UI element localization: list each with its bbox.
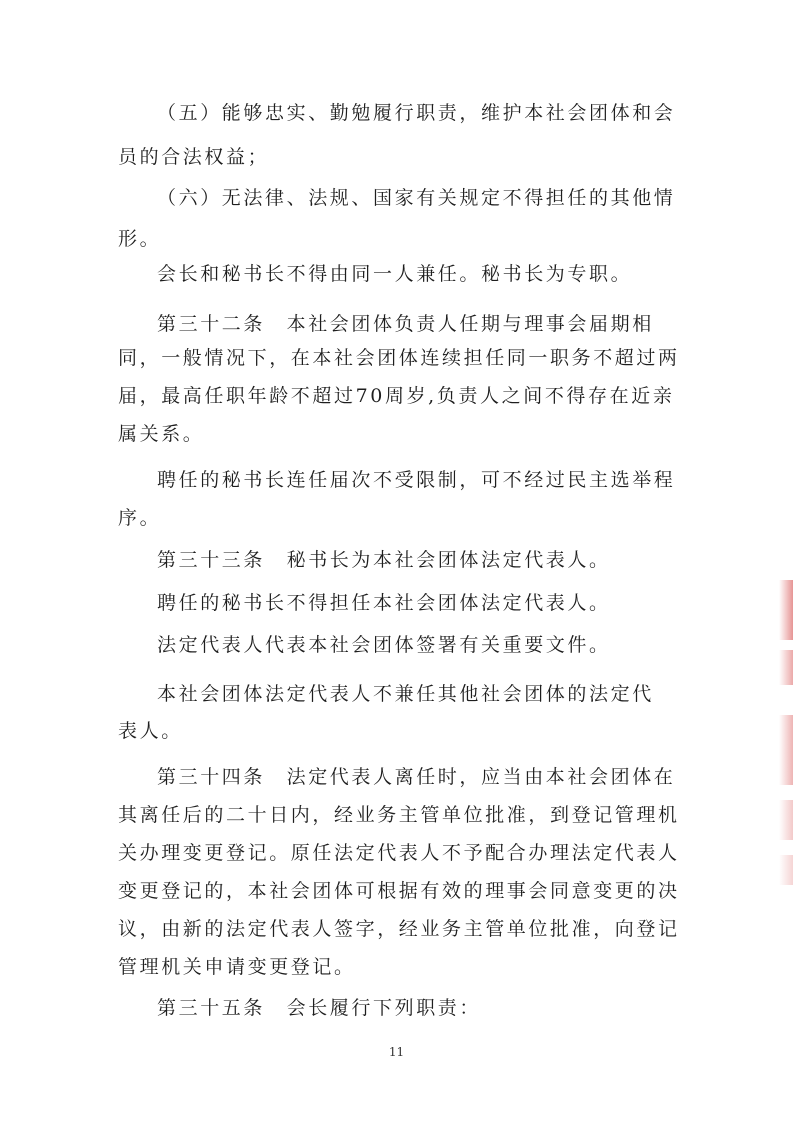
text-line: 聘任的秘书长不得担任本社会团体法定代表人。 xyxy=(157,592,611,614)
text-line: （五）能够忠实、勤勉履行职责，维护本社会团体和会 xyxy=(157,102,676,124)
text-line: 序。 xyxy=(118,507,162,529)
text-line: 管理机关申请变更登记。 xyxy=(118,956,356,978)
text-line: 议，由新的法定代表人签字，经业务主管单位批准，向登记 xyxy=(118,918,680,940)
text-line: （六）无法律、法规、国家有关规定不得担任的其他情 xyxy=(157,187,676,209)
article-heading-line: 第三十三条 秘书长为本社会团体法定代表人。 xyxy=(157,549,611,571)
article-heading-line: 第三十二条 本社会团体负责人任期与理事会届期相 xyxy=(157,313,654,335)
text-line: 聘任的秘书长连任届次不受限制，可不经过民主选举程 xyxy=(157,469,676,491)
text-line: 员的合法权益； xyxy=(118,146,270,168)
text-line: 法定代表人代表本社会团体签署有关重要文件。 xyxy=(157,634,611,656)
page-number: 11 xyxy=(388,1045,405,1059)
article-heading-line: 第三十四条 法定代表人离任时，应当由本社会团体在 xyxy=(157,766,676,788)
text-line: 会长和秘书长不得由同一人兼任。秘书长为专职。 xyxy=(157,263,633,285)
text-line: 其离任后的二十日内，经业务主管单位批准，到登记管理机 xyxy=(118,804,680,826)
text-line: 表人。 xyxy=(118,720,183,742)
text-line: 属关系。 xyxy=(118,423,205,445)
text-line: 关办理变更登记。原任法定代表人不予配合办理法定代表人 xyxy=(118,842,680,864)
article-heading-line: 第三十五条 会长履行下列职责： xyxy=(157,997,482,1019)
text-line: 本社会团体法定代表人不兼任其他社会团体的法定代 xyxy=(157,683,654,705)
text-line: 届，最高任职年龄不超过70周岁,负责人之间不得存在近亲 xyxy=(118,385,675,407)
text-line: 形。 xyxy=(118,228,162,250)
text-line: 变更登记的，本社会团体可根据有效的理事会同意变更的决 xyxy=(118,880,680,902)
text-line: 同，一般情况下，在本社会团体连续担任同一职务不超过两 xyxy=(118,347,680,369)
